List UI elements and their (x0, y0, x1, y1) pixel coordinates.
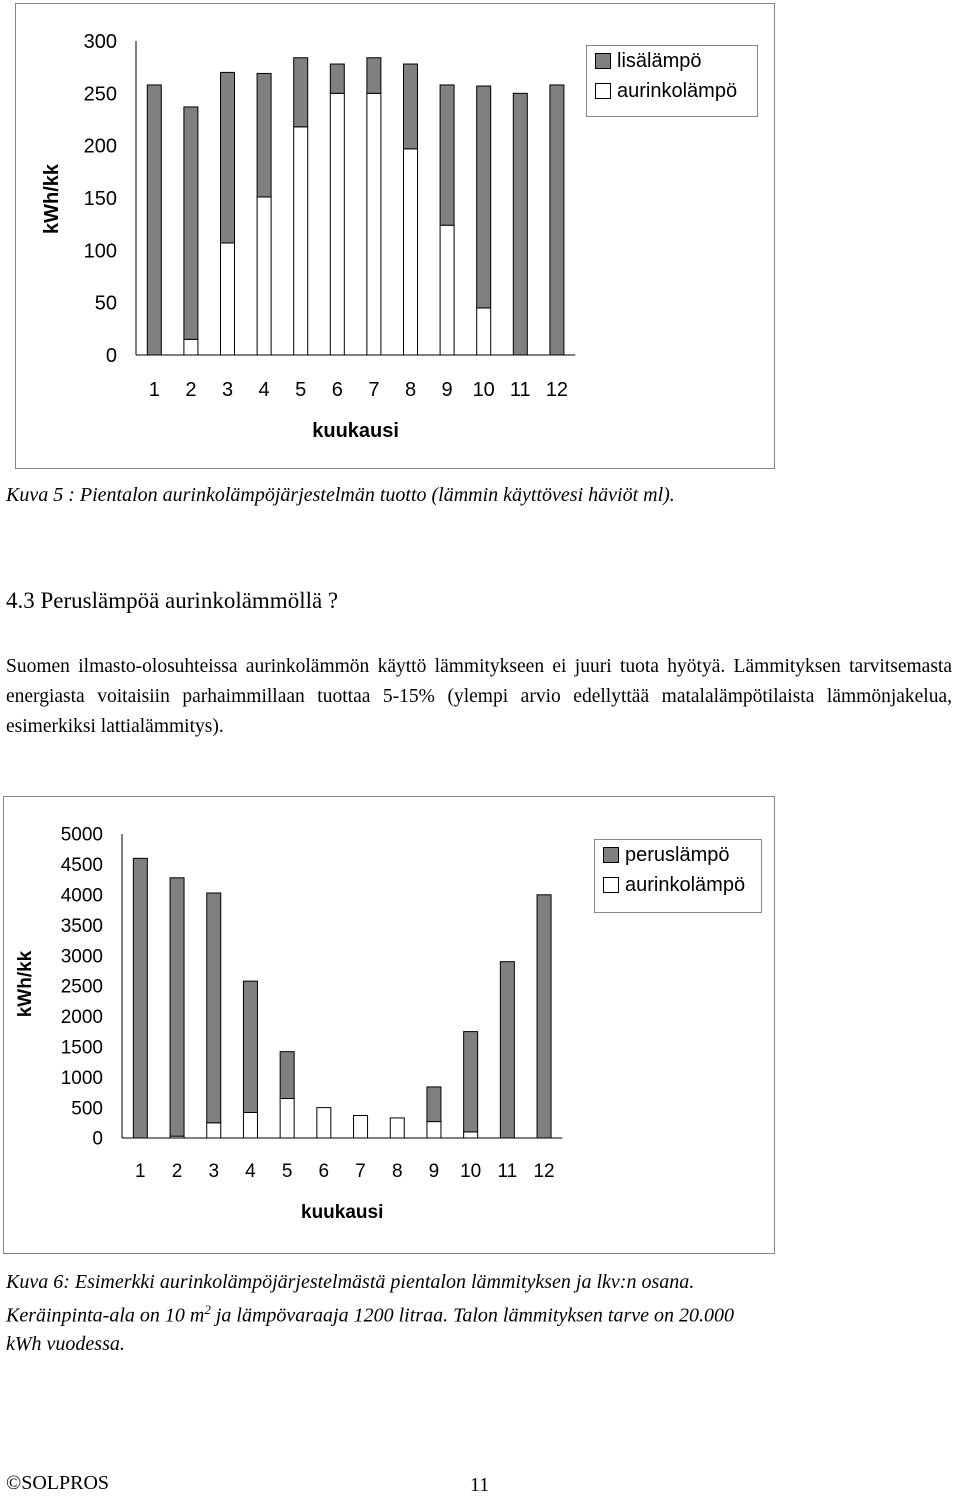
x-tick-label: 1 (148, 379, 160, 401)
bar-segment (221, 243, 235, 355)
figure-caption-5: Kuva 5 : Pientalon aurinkolämpöjärjestelmän tuotto (lämmin käyttövesi häviöt ml). (6, 484, 675, 506)
x-axis-title: kuukausi (301, 1202, 384, 1223)
x-tick-label: 4 (245, 1161, 256, 1182)
bar-segment (147, 85, 161, 355)
x-tick-label: 8 (404, 379, 417, 401)
y-axis-title: kWh/kk (15, 950, 36, 1018)
bar-segment (280, 1052, 294, 1099)
bar-segment (427, 1122, 441, 1138)
legend-swatch-aurinkolampo (595, 83, 611, 99)
bar-segment (280, 1098, 294, 1138)
bar-segment (257, 73, 271, 197)
caption-superscript: 2 (204, 1302, 211, 1317)
x-tick-label: 5 (281, 1161, 293, 1182)
chart-1-frame (15, 3, 775, 469)
legend-item-aurinkolampo (595, 870, 761, 900)
legend-label: lisälämpö (617, 49, 702, 72)
bar-segment (330, 64, 344, 93)
x-axis-title: kuukausi (312, 420, 399, 442)
caption-line-1: Kuva 6: Esimerkki aurinkolämpöjärjestelmästä pientalon lämmityksen ja lkv:n osana. (6, 1271, 695, 1293)
bar-segment (464, 1132, 478, 1138)
bar-segment (404, 149, 418, 355)
y-tick-label: 300 (83, 31, 117, 53)
x-tick-label: 1 (135, 1161, 146, 1182)
legend-item-aurinkolampo (587, 76, 757, 106)
y-tick-label: 3000 (60, 946, 103, 968)
page-number: 11 (470, 1474, 490, 1496)
bar-segment (367, 58, 381, 94)
x-tick-label: 5 (295, 379, 307, 401)
bar-segment (243, 1112, 257, 1138)
caption-line-2b: ja lämpövaraaja 1200 litraa. Talon lämmityksen tarve on 20.000 (210, 1304, 734, 1327)
bar-segment (427, 1087, 441, 1122)
x-tick-label: 8 (391, 1161, 403, 1182)
y-tick-label: 1500 (60, 1037, 103, 1059)
x-tick-label: 3 (208, 1161, 220, 1182)
y-tick-label: 1000 (60, 1067, 103, 1089)
y-tick-label: 100 (83, 240, 117, 263)
legend-label: aurinkolämpö (625, 873, 746, 896)
x-tick-label: 11 (509, 379, 531, 401)
legend-item-lisalampo (587, 46, 757, 76)
bar-segment (513, 93, 527, 355)
x-tick-label: 9 (428, 1161, 440, 1182)
y-tick-label: 2000 (60, 1007, 103, 1029)
y-tick-label: 5000 (60, 824, 103, 846)
x-tick-label: 9 (441, 379, 453, 401)
chart-2-legend (594, 839, 762, 913)
bar-segment (500, 962, 514, 1138)
bar-segment (354, 1116, 368, 1138)
bar-segment (550, 85, 564, 355)
bar-segment (390, 1118, 404, 1138)
y-tick-label: 250 (83, 83, 117, 106)
x-tick-label: 3 (221, 379, 234, 401)
bar-segment (221, 72, 235, 243)
bar-segment (537, 895, 551, 1138)
y-tick-label: 50 (94, 292, 117, 315)
y-tick-label: 2500 (60, 976, 103, 998)
bar-segment (133, 858, 147, 1138)
bar-segment (440, 85, 454, 225)
bar-segment (207, 893, 221, 1123)
bar-segment (184, 107, 198, 339)
bar-segment (330, 93, 344, 355)
x-tick-label: 7 (368, 379, 380, 401)
legend-swatch-lisalampo (595, 53, 611, 69)
legend-label: aurinkolämpö (617, 79, 738, 102)
bar-segment (243, 981, 257, 1112)
x-tick-label: 11 (497, 1161, 518, 1182)
bar-segment (294, 127, 308, 355)
body-paragraph: Suomen ilmasto-olosuhteissa aurinkolämmön käyttö lämmitykseen ei juuri tuota hyötyä. Lämmityksen tarvitsemasta energiasta voitaisiin parhaimmillaan tuottaa 5-15% (ylempi arvio edellyttää matalalämpötilaista lämmönjakelua, esimerkiksi lattialämmitys). (6, 656, 952, 737)
bar-segment (170, 878, 184, 1136)
bar-segment (477, 86, 491, 308)
legend-label: peruslämpö (625, 843, 730, 866)
caption-line-3: kWh vuodessa. (6, 1332, 125, 1355)
bar-segment (207, 1123, 221, 1138)
legend-swatch-peruslampo (603, 847, 619, 863)
y-tick-label: 0 (105, 345, 117, 367)
bar-segment (257, 197, 271, 355)
y-tick-label: 4500 (60, 855, 103, 877)
x-tick-label: 7 (355, 1161, 366, 1182)
chart-1-legend (586, 45, 758, 117)
bar-segment (404, 64, 418, 149)
x-tick-label: 12 (533, 1161, 555, 1182)
x-tick-label: 10 (460, 1161, 482, 1182)
footer-copyright: ©SOLPROS (6, 1472, 110, 1494)
chart-2-frame (3, 796, 775, 1254)
x-tick-label: 4 (258, 379, 270, 401)
y-axis-title: kWh/kk (41, 163, 63, 235)
y-tick-label: 150 (83, 188, 117, 210)
x-tick-label: 2 (171, 1161, 183, 1182)
bar-segment (184, 339, 198, 355)
x-tick-label: 2 (185, 379, 197, 401)
bar-segment (367, 93, 381, 355)
x-tick-label: 10 (472, 379, 495, 401)
y-tick-label: 200 (83, 135, 117, 158)
caption-line-2 (6, 1296, 956, 1330)
y-tick-label: 500 (71, 1098, 103, 1120)
bar-segment (440, 225, 454, 355)
bar-segment (317, 1108, 331, 1138)
x-tick-label: 12 (545, 379, 569, 401)
figure-caption-6 (6, 1268, 956, 1358)
bar-segment (294, 58, 308, 127)
bar-segment (477, 308, 491, 355)
legend-swatch-aurinkolampo (603, 877, 619, 893)
x-tick-label: 6 (318, 1161, 330, 1182)
caption-line-2a: Keräinpinta-ala on 10 m (6, 1304, 205, 1327)
section-heading: 4.3 Peruslämpöä aurinkolämmöllä ? (6, 588, 339, 613)
legend-item-peruslampo (595, 840, 761, 870)
y-tick-label: 4000 (60, 885, 103, 907)
y-tick-label: 3500 (60, 915, 103, 937)
bar-segment (464, 1032, 478, 1132)
y-tick-label: 0 (92, 1128, 103, 1150)
x-tick-label: 6 (331, 379, 343, 401)
